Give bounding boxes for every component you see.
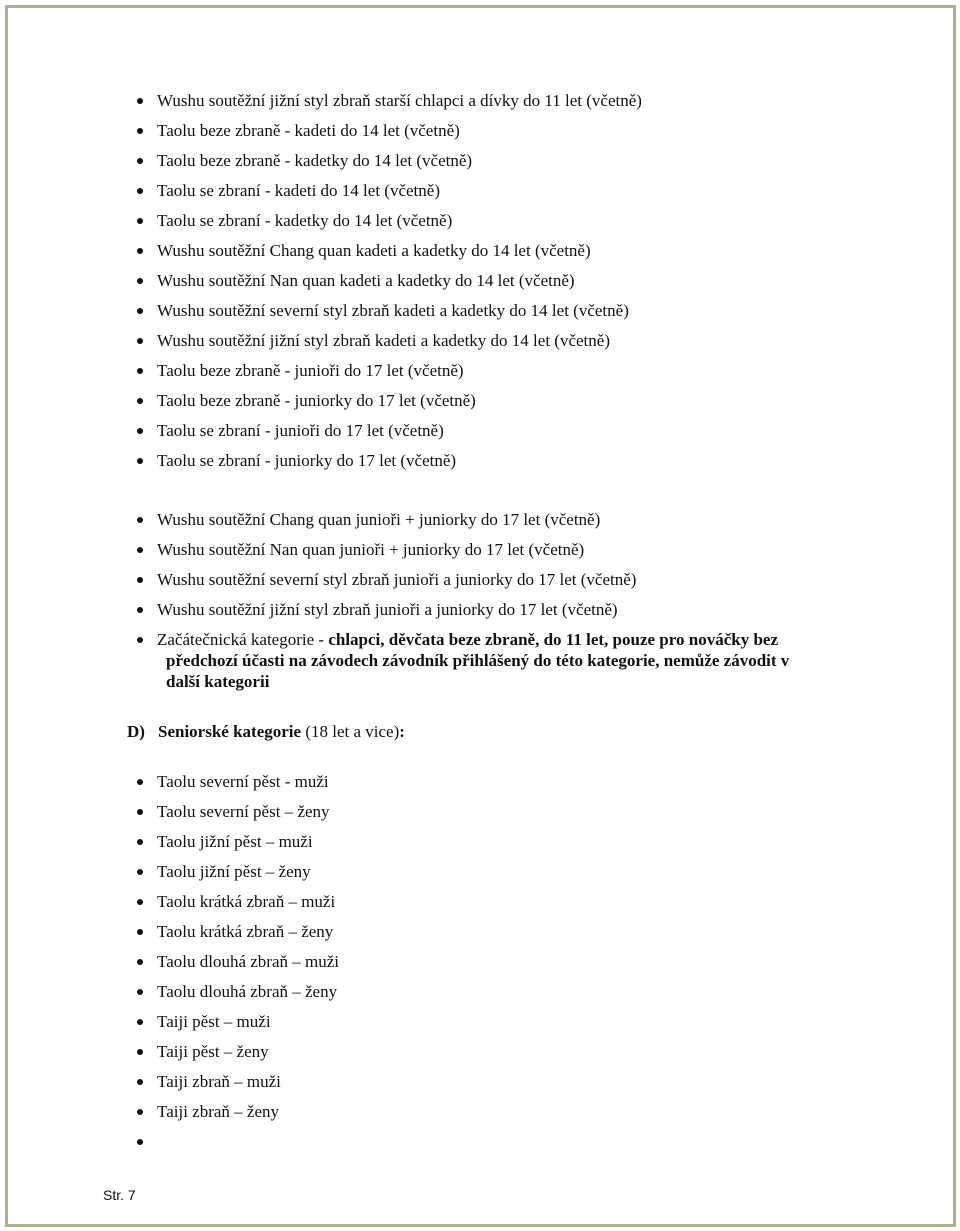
- bullet-icon: [137, 929, 143, 935]
- list-item: Taolu beze zbraně - kadetky do 14 let (včetně): [157, 150, 472, 171]
- bullet-icon: [137, 128, 143, 134]
- bullet-icon: [137, 637, 143, 643]
- list-item: Taiji pěst – muži: [157, 1011, 271, 1032]
- beginner-continuation: další kategorii: [166, 672, 270, 691]
- bullet-icon: [137, 278, 143, 284]
- list-item: Taolu dlouhá zbraň – muži: [157, 951, 339, 972]
- bullet-icon: [137, 779, 143, 785]
- list-item: Taiji pěst – ženy: [157, 1041, 269, 1062]
- bullet-icon: [137, 338, 143, 344]
- list-item: Wushu soutěžní Chang quan junioři + juniorky do 17 let (včetně): [157, 509, 600, 530]
- bullet-icon: [137, 517, 143, 523]
- list-item: Taolu krátká zbraň – ženy: [157, 921, 333, 942]
- list-item: Taolu se zbraní - kadetky do 14 let (včetně): [157, 210, 452, 231]
- list-item: Taolu se zbraní - juniorky do 17 let (včetně): [157, 450, 456, 471]
- bullet-icon: [137, 989, 143, 995]
- section-letter: D): [127, 722, 145, 741]
- list-item: Taolu jižní pěst – ženy: [157, 861, 311, 882]
- bullet-icon: [137, 98, 143, 104]
- bullet-icon: [137, 577, 143, 583]
- page-number: Str. 7: [103, 1187, 136, 1203]
- list-item: Wushu soutěžní severní styl zbraň junioři a juniorky do 17 let (včetně): [157, 569, 636, 590]
- bullet-icon: [137, 839, 143, 845]
- bullet-icon: [137, 1079, 143, 1085]
- list-item: Taiji zbraň – ženy: [157, 1101, 279, 1122]
- list-item: Wushu soutěžní Nan quan kadeti a kadetky do 14 let (včetně): [157, 270, 575, 291]
- bullet-icon: [137, 458, 143, 464]
- list-item: Taiji zbraň – muži: [157, 1071, 281, 1092]
- list-item: Taolu beze zbraně - junioři do 17 let (včetně): [157, 360, 464, 381]
- list-item: Taolu jižní pěst – muži: [157, 831, 313, 852]
- bullet-icon: [137, 607, 143, 613]
- bullet-icon: [137, 869, 143, 875]
- bullet-icon: [137, 158, 143, 164]
- bullet-icon: [137, 1019, 143, 1025]
- section-subtitle: (18 let a vice): [301, 722, 400, 741]
- list-item: Taolu severní pěst - muži: [157, 771, 329, 792]
- bullet-icon: [137, 188, 143, 194]
- bullet-icon: [137, 218, 143, 224]
- list-item: Taolu krátká zbraň – muži: [157, 891, 335, 912]
- bullet-icon: [137, 368, 143, 374]
- bullet-icon: [137, 308, 143, 314]
- list-item: Taolu se zbraní - junioři do 17 let (včetně): [157, 420, 444, 441]
- list-item: Taolu beze zbraně - kadeti do 14 let (včetně): [157, 120, 460, 141]
- list-item: Taolu severní pěst – ženy: [157, 801, 330, 822]
- list-item: Taolu se zbraní - kadeti do 14 let (včetně): [157, 180, 440, 201]
- list-item: Wushu soutěžní jižní styl zbraň junioři a juniorky do 17 let (včetně): [157, 599, 618, 620]
- bullet-icon: [137, 1109, 143, 1115]
- list-item: Wushu soutěžní Nan quan junioři + juniorky do 17 let (včetně): [157, 539, 584, 560]
- section-heading: D) Seniorské kategorie (18 let a vice):: [127, 722, 405, 741]
- bullet-icon: [137, 1139, 143, 1145]
- list-item: Taolu beze zbraně - juniorky do 17 let (včetně): [157, 390, 476, 411]
- bullet-icon: [137, 547, 143, 553]
- beginner-continuation: předchozí účasti na závodech závodník přihlášený do této kategorie, nemůže závodit v: [166, 651, 790, 670]
- bullet-icon: [137, 959, 143, 965]
- bullet-icon: [137, 809, 143, 815]
- list-item: Taolu dlouhá zbraň – ženy: [157, 981, 337, 1002]
- bullet-icon: [137, 248, 143, 254]
- list-item: Wushu soutěžní jižní styl zbraň kadeti a kadetky do 14 let (včetně): [157, 330, 610, 351]
- section-title: Seniorské kategorie: [158, 722, 302, 741]
- bullet-icon: [137, 1049, 143, 1055]
- list-item: Wushu soutěžní jižní styl zbraň starší chlapci a dívky do 11 let (včetně): [157, 90, 642, 111]
- list-item-beginner: Začátečnická kategorie - chlapci, děvčata beze zbraně, do 11 let, pouze pro nováčky bez: [157, 629, 778, 650]
- list-item: Wushu soutěžní Chang quan kadeti a kadetky do 14 let (včetně): [157, 240, 591, 261]
- bullet-icon: [137, 428, 143, 434]
- bullet-icon: [137, 398, 143, 404]
- list-item: Wushu soutěžní severní styl zbraň kadeti a kadetky do 14 let (včetně): [157, 300, 629, 321]
- bullet-icon: [137, 899, 143, 905]
